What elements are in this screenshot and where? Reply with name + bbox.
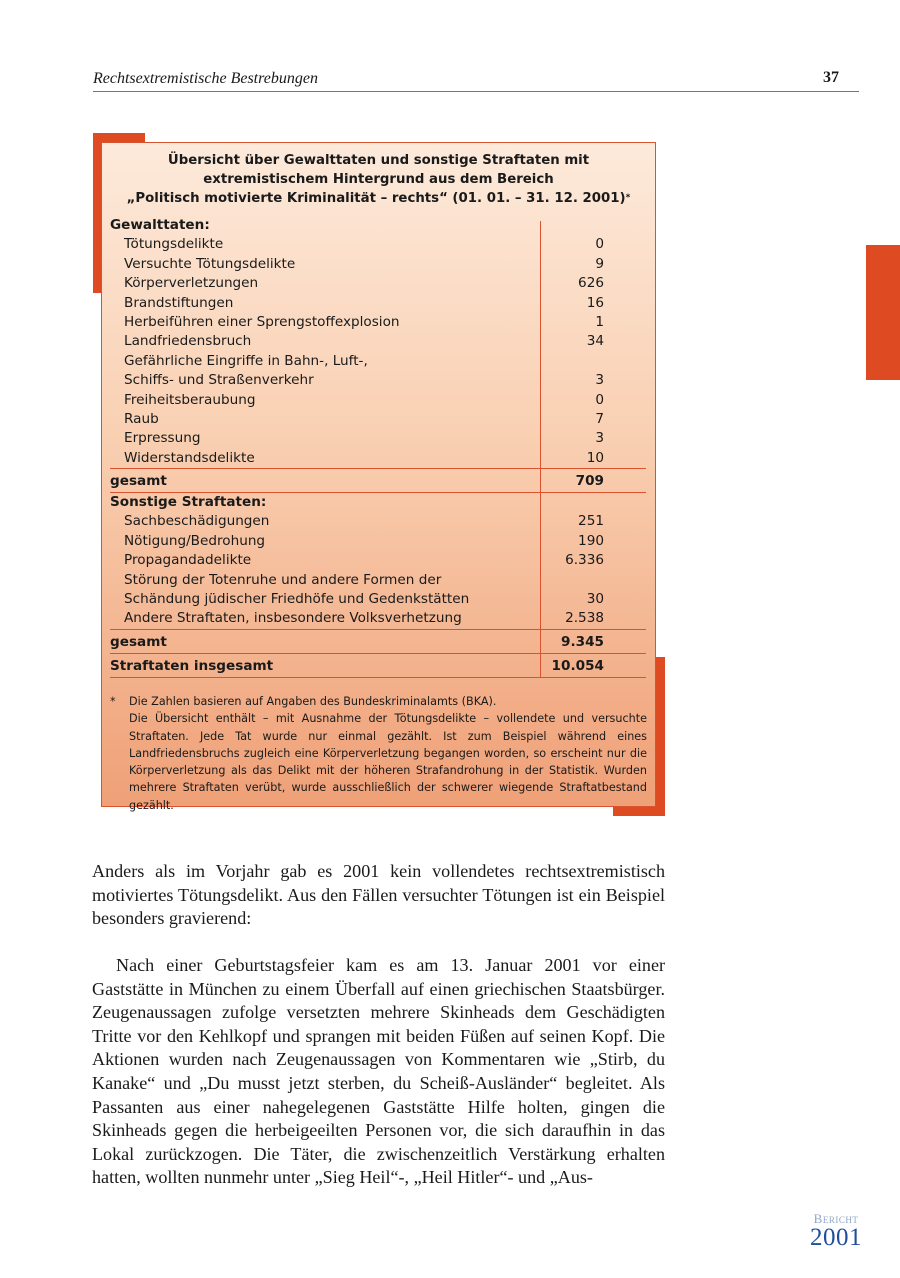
row-label: Brandstiftungen: [124, 294, 234, 311]
table-row: [110, 609, 646, 628]
table-row: [110, 512, 646, 531]
page-number: 37: [823, 69, 839, 86]
body-paragraph-2: Nach einer Geburtstagsfeier kam es am 13. Januar 2001 vor einer Gaststätte in München zu einem Überfall auf einen griechischen Staatsbürger. Zeugenaussagen zufolge versetzten mehrere Skinheads dem Geschädigten Tritte vor den Kehlkopf und sprangen mit beiden Füßen auf seinen Kopf. Die Aktionen wurden nach Zeugenaussagen von Kommentaren wie „Stirb, du Kanake“ und „Du musst jetzt sterben, du Scheiß-Ausländer“ begleitet. Als Passanten aus einer nahegelegenen Gaststätte Hilfe holten, gingen die Skinheads gegen die herbeigeeilten Personen vor, die sich daraufhin in das Lokal zurückzogen. Die Täter, die zwischenzeitlich Verstärkung erhalten hatten, wollten nunmehr unter „Sieg Heil“-, „Heil Hitler“- und „Aus-: [92, 955, 665, 1188]
footnote-line: Die Zahlen basieren auf Angaben des Bundeskriminalamts (BKA).: [129, 695, 497, 708]
row-value: 190: [578, 532, 604, 549]
statistics-table: [110, 216, 646, 678]
row-label: Schändung jüdischer Friedhöfe und Gedenkstätten: [124, 591, 470, 608]
footnote: [110, 693, 647, 814]
row-label: Andere Straftaten, insbesondere Volksverhetzung: [124, 610, 462, 627]
box-title: Übersicht über Gewalttaten und sonstige Straftaten mit extremistischem Hintergrund aus dem Bereich „Politisch motivierte Kriminalität – rechts“ (01. 01. – 31. 12. 2001)*: [126, 153, 631, 206]
grand-total-row: Straftaten insgesamt 10.054: [110, 653, 646, 678]
table-row: [110, 429, 646, 448]
chapter-tab-marker: [866, 245, 900, 380]
table-row: [110, 371, 646, 390]
table-row: [110, 274, 646, 293]
body-paragraph-1: Anders als im Vorjahr gab es 2001 kein vollendetes rechtsextremistisch motiviertes Tötungsdelikt. Aus den Fällen versuchter Tötungen ist ein Beispiel besonders gravierend:: [92, 861, 665, 929]
table-row: [110, 571, 646, 590]
table-row: [110, 235, 646, 254]
row-value: 2.538: [565, 610, 604, 627]
section-head-sonstige: Sonstige Straftaten:: [110, 492, 646, 512]
table-row: [110, 391, 646, 410]
row-value: 7: [595, 410, 604, 427]
running-header: [93, 69, 859, 92]
row-value: 6.336: [565, 552, 604, 569]
row-value: 3: [595, 430, 604, 447]
table-row: [110, 332, 646, 351]
row-label: Körperverletzungen: [124, 275, 259, 292]
row-value: 3: [595, 372, 604, 389]
section-head-gewalttaten: Gewalttaten:: [110, 217, 210, 233]
row-label: Propagandadelikte: [124, 552, 252, 569]
row-value: 626: [578, 275, 604, 292]
row-label: Versuchte Tötungsdelikte: [124, 255, 296, 272]
row-label: Nötigung/Bedrohung: [124, 532, 266, 549]
row-label: Schiffs- und Straßenverkehr: [124, 372, 314, 389]
table-row: [110, 313, 646, 332]
row-label: Freiheitsberaubung: [124, 391, 256, 408]
running-title: Rechtsextremistische Bestrebungen: [93, 70, 318, 87]
row-label: Störung der Totenruhe und andere Formen der: [124, 571, 442, 588]
logo-year: 2001: [810, 1224, 862, 1251]
statistics-box: [101, 142, 656, 812]
row-value: 9: [595, 255, 604, 272]
footnote-paragraph: Die Übersicht enthält – mit Ausnahme der Tötungsdelikte – vollendete und versuchte Straftaten. Jede Tat wurde nur einmal gezählt. Ist zum Beispiel während eines Landfriedensbruchs zugleich eine Körperverletzung begangen worden, so erscheint nur die Körperverletzung als das Delikt mit der höheren Strafandrohung in der Statistik. Wurden mehrere Straftaten verübt, wurde ausschließlich der schwerer wiegende Straftatbestand gezählt.: [129, 712, 647, 812]
total-row-sonstige: gesamt 9.345: [110, 629, 646, 653]
table-row: [110, 551, 646, 570]
row-value: 1: [595, 313, 604, 330]
row-label: Gefährliche Eingriffe in Bahn-, Luft-,: [124, 352, 368, 369]
row-value: 16: [586, 294, 604, 311]
row-label: Erpressung: [124, 430, 201, 447]
row-value: 251: [578, 513, 604, 530]
total-row-gewalttaten: gesamt 709: [110, 468, 646, 492]
row-value: 10: [586, 449, 604, 466]
row-value: 0: [595, 236, 604, 253]
row-value: 30: [586, 591, 604, 608]
row-label: Landfriedensbruch: [124, 333, 252, 350]
row-value: 34: [586, 333, 604, 350]
footnote-marker: *: [110, 695, 116, 708]
row-label: Sachbeschädigungen: [124, 513, 270, 530]
row-label: Raub: [124, 410, 159, 427]
table-row: [110, 294, 646, 313]
row-label: Widerstandsdelikte: [124, 449, 255, 466]
logo-word: Bericht: [813, 1211, 859, 1226]
table-row: [110, 410, 646, 429]
row-label: Herbeiführen einer Sprengstoffexplosion: [124, 313, 400, 330]
table-row: [110, 449, 646, 468]
table-row: [110, 352, 646, 371]
row-label: Tötungsdelikte: [124, 236, 224, 253]
table-row: [110, 590, 646, 609]
table-row: [110, 255, 646, 274]
row-value: 0: [595, 391, 604, 408]
bericht-logo: [796, 1212, 876, 1250]
table-row: [110, 532, 646, 551]
